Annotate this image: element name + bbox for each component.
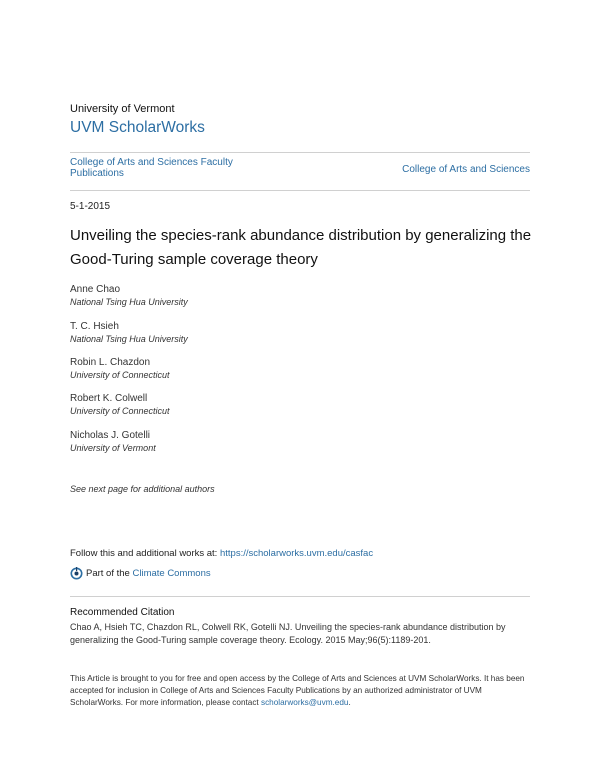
divider (70, 152, 530, 153)
author-name: T. C. Hsieh (70, 321, 119, 332)
institution-name: University of Vermont (70, 103, 175, 115)
author-affiliation: National Tsing Hua University (70, 334, 188, 344)
author-name: Anne Chao (70, 284, 121, 295)
collection-url-link[interactable]: https://scholarworks.uvm.edu/casfac (219, 548, 374, 559)
divider (70, 190, 530, 191)
brand-link[interactable]: UVM ScholarWorks (70, 119, 205, 136)
part-of-line (70, 567, 211, 580)
publication-date: 5-1-2015 (70, 201, 111, 212)
author-affiliation: University of Connecticut (70, 370, 170, 380)
article-title: Unveiling the species-rank abundance distribution by generalizing the Good-Turing sample coverage theory (70, 227, 532, 268)
contact-email-link[interactable]: scholarworks@uvm.edu (260, 698, 349, 707)
access-notice-text: This Article is brought to you for free and open access by the College of Arts and Sciences at UVM ScholarWorks. It has been accepted for inclusion in College of Arts and Sciences Faculty Publications by an authorized administrator of UVM ScholarWorks. For more information, please contact (70, 674, 525, 707)
access-notice (70, 673, 535, 709)
collection-link-faculty-publications[interactable]: College of Arts and Sciences Faculty Publications (70, 157, 233, 179)
part-of-prefix: Part of the (86, 568, 130, 579)
author-name: Robert K. Colwell (70, 393, 148, 404)
author-name: Nicholas J. Gotelli (70, 430, 151, 441)
divider (70, 596, 530, 597)
citation-text: Chao A, Hsieh TC, Chazdon RL, Colwell RK, Gotelli NJ. Unveiling the species-rank abundance distribution by generalizing the Good-Turing sample coverage theory. Ecology. 2015 May;96(5):1189-201. (70, 622, 506, 645)
access-notice-end: . (348, 698, 351, 707)
author-affiliation: University of Vermont (70, 443, 156, 453)
collection-link-arts-sciences[interactable]: College of Arts and Sciences (402, 164, 530, 175)
additional-authors-note: See next page for additional authors (70, 484, 215, 494)
network-commons-icon (70, 567, 83, 580)
citation-heading: Recommended Citation (70, 607, 175, 618)
author-name: Robin L. Chazdon (70, 357, 151, 368)
follow-line (70, 548, 373, 559)
author-affiliation: University of Connecticut (70, 406, 170, 416)
author-affiliation: National Tsing Hua University (70, 297, 188, 307)
climate-commons-link[interactable]: Climate Commons (132, 568, 211, 579)
follow-prefix: Follow this and additional works at: (70, 548, 220, 559)
